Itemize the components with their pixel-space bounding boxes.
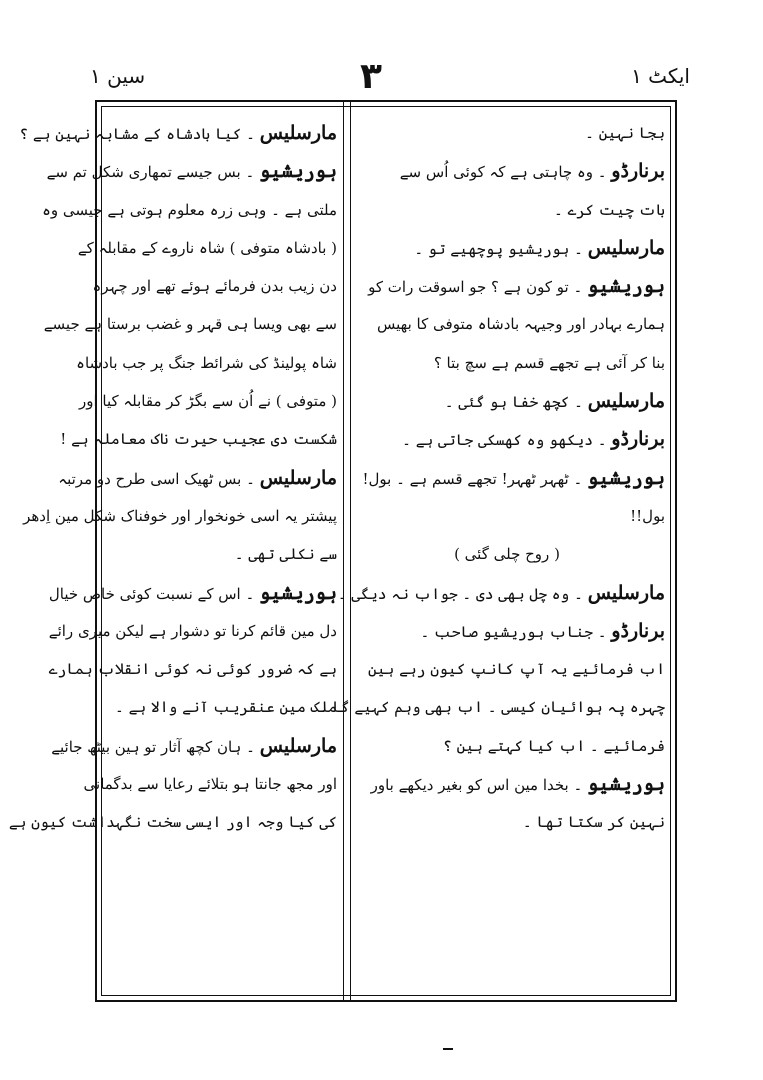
- text-line: [92, 267, 337, 305]
- dialogue-text: سے بھی ویسا ہی قہر و غضب برستا ہے جیسے: [43, 315, 337, 334]
- page-number: ۳: [360, 56, 382, 97]
- page-header: [60, 58, 700, 98]
- dialogue-text: سے نکلی تھی ۔: [234, 545, 337, 564]
- speaker-name: مارسلیس: [259, 734, 337, 757]
- dialogue-text: ۔ تو کون ہے ؟ جو اسوقت رات کو: [368, 278, 583, 297]
- dialogue-text: ( متوفی ) نے اُن سے بگڑ کر مقابلہ کیا اور: [78, 392, 337, 411]
- text-line: [77, 229, 337, 267]
- text-line: [19, 114, 337, 152]
- dialogue-text: ۔ وہ چل بھی دی ۔ جواب نہ دیگی ۔: [337, 584, 583, 603]
- speaker-name: ہوریشیو: [259, 160, 337, 183]
- speaker-name: ہوریشیو: [587, 466, 665, 489]
- text-line: [48, 612, 337, 650]
- text-line: [349, 191, 665, 229]
- text-line: [349, 420, 665, 458]
- text-line: [78, 382, 337, 420]
- text-line: [23, 497, 337, 535]
- dialogue-text: ہمارے بہادر اور وجیہہ بادشاہ متوفی کا بھیس: [377, 315, 665, 334]
- text-line: [349, 497, 665, 535]
- text-line: [349, 305, 665, 343]
- text-line: [349, 612, 665, 650]
- speaker-name: مارسلیس: [259, 122, 337, 144]
- text-line: [105, 688, 337, 726]
- dialogue-text: ۔ ہوریشیو پوچھیے تو ۔: [414, 239, 583, 258]
- dialogue-text: ۔ دیکھو وہ کھسکی جاتی ہے ۔: [402, 431, 607, 450]
- speaker-name: مارسلیس: [587, 390, 665, 413]
- speaker-name: برنارڈو: [611, 160, 665, 183]
- text-line: [349, 114, 665, 152]
- dialogue-text: شاہ پولینڈ کی شرائط جنگ پر جب بادشاہ: [76, 353, 337, 372]
- speaker-name: مارسلیس: [587, 581, 665, 604]
- dialogue-text: شکست دی عجیب حیرت ناک معاملہ ہے !: [60, 430, 337, 449]
- text-line: [48, 574, 337, 612]
- end-dash: [443, 1048, 453, 1050]
- text-line: [349, 152, 665, 190]
- dialogue-text: ۔ بس ٹھیک اسی طرح دو مرتبہ: [58, 469, 255, 488]
- speaker-name: ہوریشیو: [587, 275, 665, 298]
- dialogue-text: دن زیب بدن فرمائے ہوئے تھے اور چہرہ: [92, 277, 337, 296]
- text-line: [349, 267, 665, 305]
- dialogue-text: ۔ اس کے نسبت کوئی خاص خیال: [48, 584, 255, 603]
- dialogue-text: ملتی ہے ۔ وہی زرہ معلوم ہوتی ہے جیسی وہ: [42, 200, 337, 219]
- speaker-name: برنارڈو: [611, 428, 665, 451]
- dialogue-text: ۔ بخدا مین اس کو بغیر دیکھے باور: [370, 776, 583, 795]
- dialogue-text: چہرہ پہ ہوائیان کیسی ۔ اب بھی وہم کہیے گا ۔: [318, 698, 665, 717]
- dialogue-text: ملک مین عنقریب آنے والا ہے ۔: [115, 698, 337, 717]
- text-line: [105, 535, 337, 573]
- dialogue-text: اور مجھ جانتا ہو بتلائے رعایا سے بدگمانی: [83, 775, 337, 794]
- text-line: [349, 650, 665, 688]
- text-line: [349, 803, 665, 841]
- text-line: [337, 574, 665, 612]
- dialogue-text: نہین کر سکتا تھا ۔: [522, 813, 665, 832]
- dialogue-text: پیشتر یہ اسی خونخوار اور خوفناک شکل مین اِدھر: [23, 506, 337, 525]
- dialogue-text: ۔ ٹھہر ٹھہر! تجھے قسم ہے ۔ بول!: [362, 469, 583, 488]
- stage-direction: ( روح چلی گئی ): [454, 545, 560, 564]
- text-line: [76, 344, 337, 382]
- act-label: ایکٹ ۱: [631, 64, 690, 88]
- text-line: [58, 459, 337, 497]
- dialogue-text: ۔ جناب ہوریشیو صاحب ۔: [420, 622, 607, 641]
- text-line: [349, 229, 665, 267]
- speaker-name: مارسلیس: [259, 466, 337, 489]
- text-line: [349, 382, 665, 420]
- text-line: [60, 420, 337, 458]
- scene-label: سین ۱: [90, 64, 146, 88]
- dialogue-text: بجا نہین ۔: [585, 124, 665, 142]
- dialogue-text: ( بادشاہ متوفی ) شاہ ناروے کے مقابلہ کے: [77, 238, 337, 257]
- speaker-name: مارسلیس: [587, 236, 665, 259]
- dialogue-text: ۔ بس جیسے تمھاری شکل تم سے: [46, 163, 255, 182]
- dialogue-text: بات چیت کرے ۔: [554, 200, 665, 219]
- dialogue-text: ۔ کچھ خفا ہو گئی ۔: [444, 393, 583, 412]
- text-frame: [8, 100, 677, 1002]
- text-line: [8, 803, 337, 841]
- dialogue-text: کی کیا وجہ اور ایسی سخت نگہداشت کیون ہے: [8, 813, 337, 832]
- dialogue-text: بول!!: [630, 506, 665, 525]
- text-line: [42, 191, 337, 229]
- speaker-name: ہوریشیو: [259, 581, 337, 604]
- text-line: [83, 765, 337, 803]
- dialogue-text: ہے کہ ضرور کوئی نہ کوئی انقلاب ہمارے: [48, 660, 337, 679]
- dialogue-text: دل مین قائم کرنا تو دشوار ہے لیکن میری رائے: [48, 621, 337, 640]
- speaker-name: برنارڈو: [611, 619, 665, 642]
- dialogue-text: ۔ کیا بادشاہ کے مشابہ نہین ہے ؟: [19, 125, 255, 143]
- left-column: [8, 114, 337, 992]
- dialogue-text: ۔ ہان کچھ آثار تو ہین بیٹھ جائیے: [51, 737, 255, 756]
- text-line: [46, 152, 337, 190]
- text-line: [318, 688, 665, 726]
- text-line: [349, 459, 665, 497]
- text-line: [43, 305, 337, 343]
- speaker-name: ہوریشیو: [587, 773, 665, 796]
- right-column: [318, 114, 665, 992]
- text-line: [51, 727, 337, 765]
- dialogue-text: ۔ وہ چاہتی ہے کہ کوئی اُس سے: [399, 163, 607, 182]
- dialogue-text: اب فرمائیے یہ آپ کانپ کیون رہے ہین: [367, 660, 665, 679]
- dialogue-text: فرمائیے ۔ اب کیا کہتے ہین ؟: [443, 736, 665, 755]
- dialogue-text: بنا کر آئی ہے تجھے قسم ہے سچ بتا ؟: [433, 353, 665, 372]
- text-line: [349, 765, 665, 803]
- text-line: [349, 727, 665, 765]
- text-line: [349, 344, 665, 382]
- text-line: [48, 650, 337, 688]
